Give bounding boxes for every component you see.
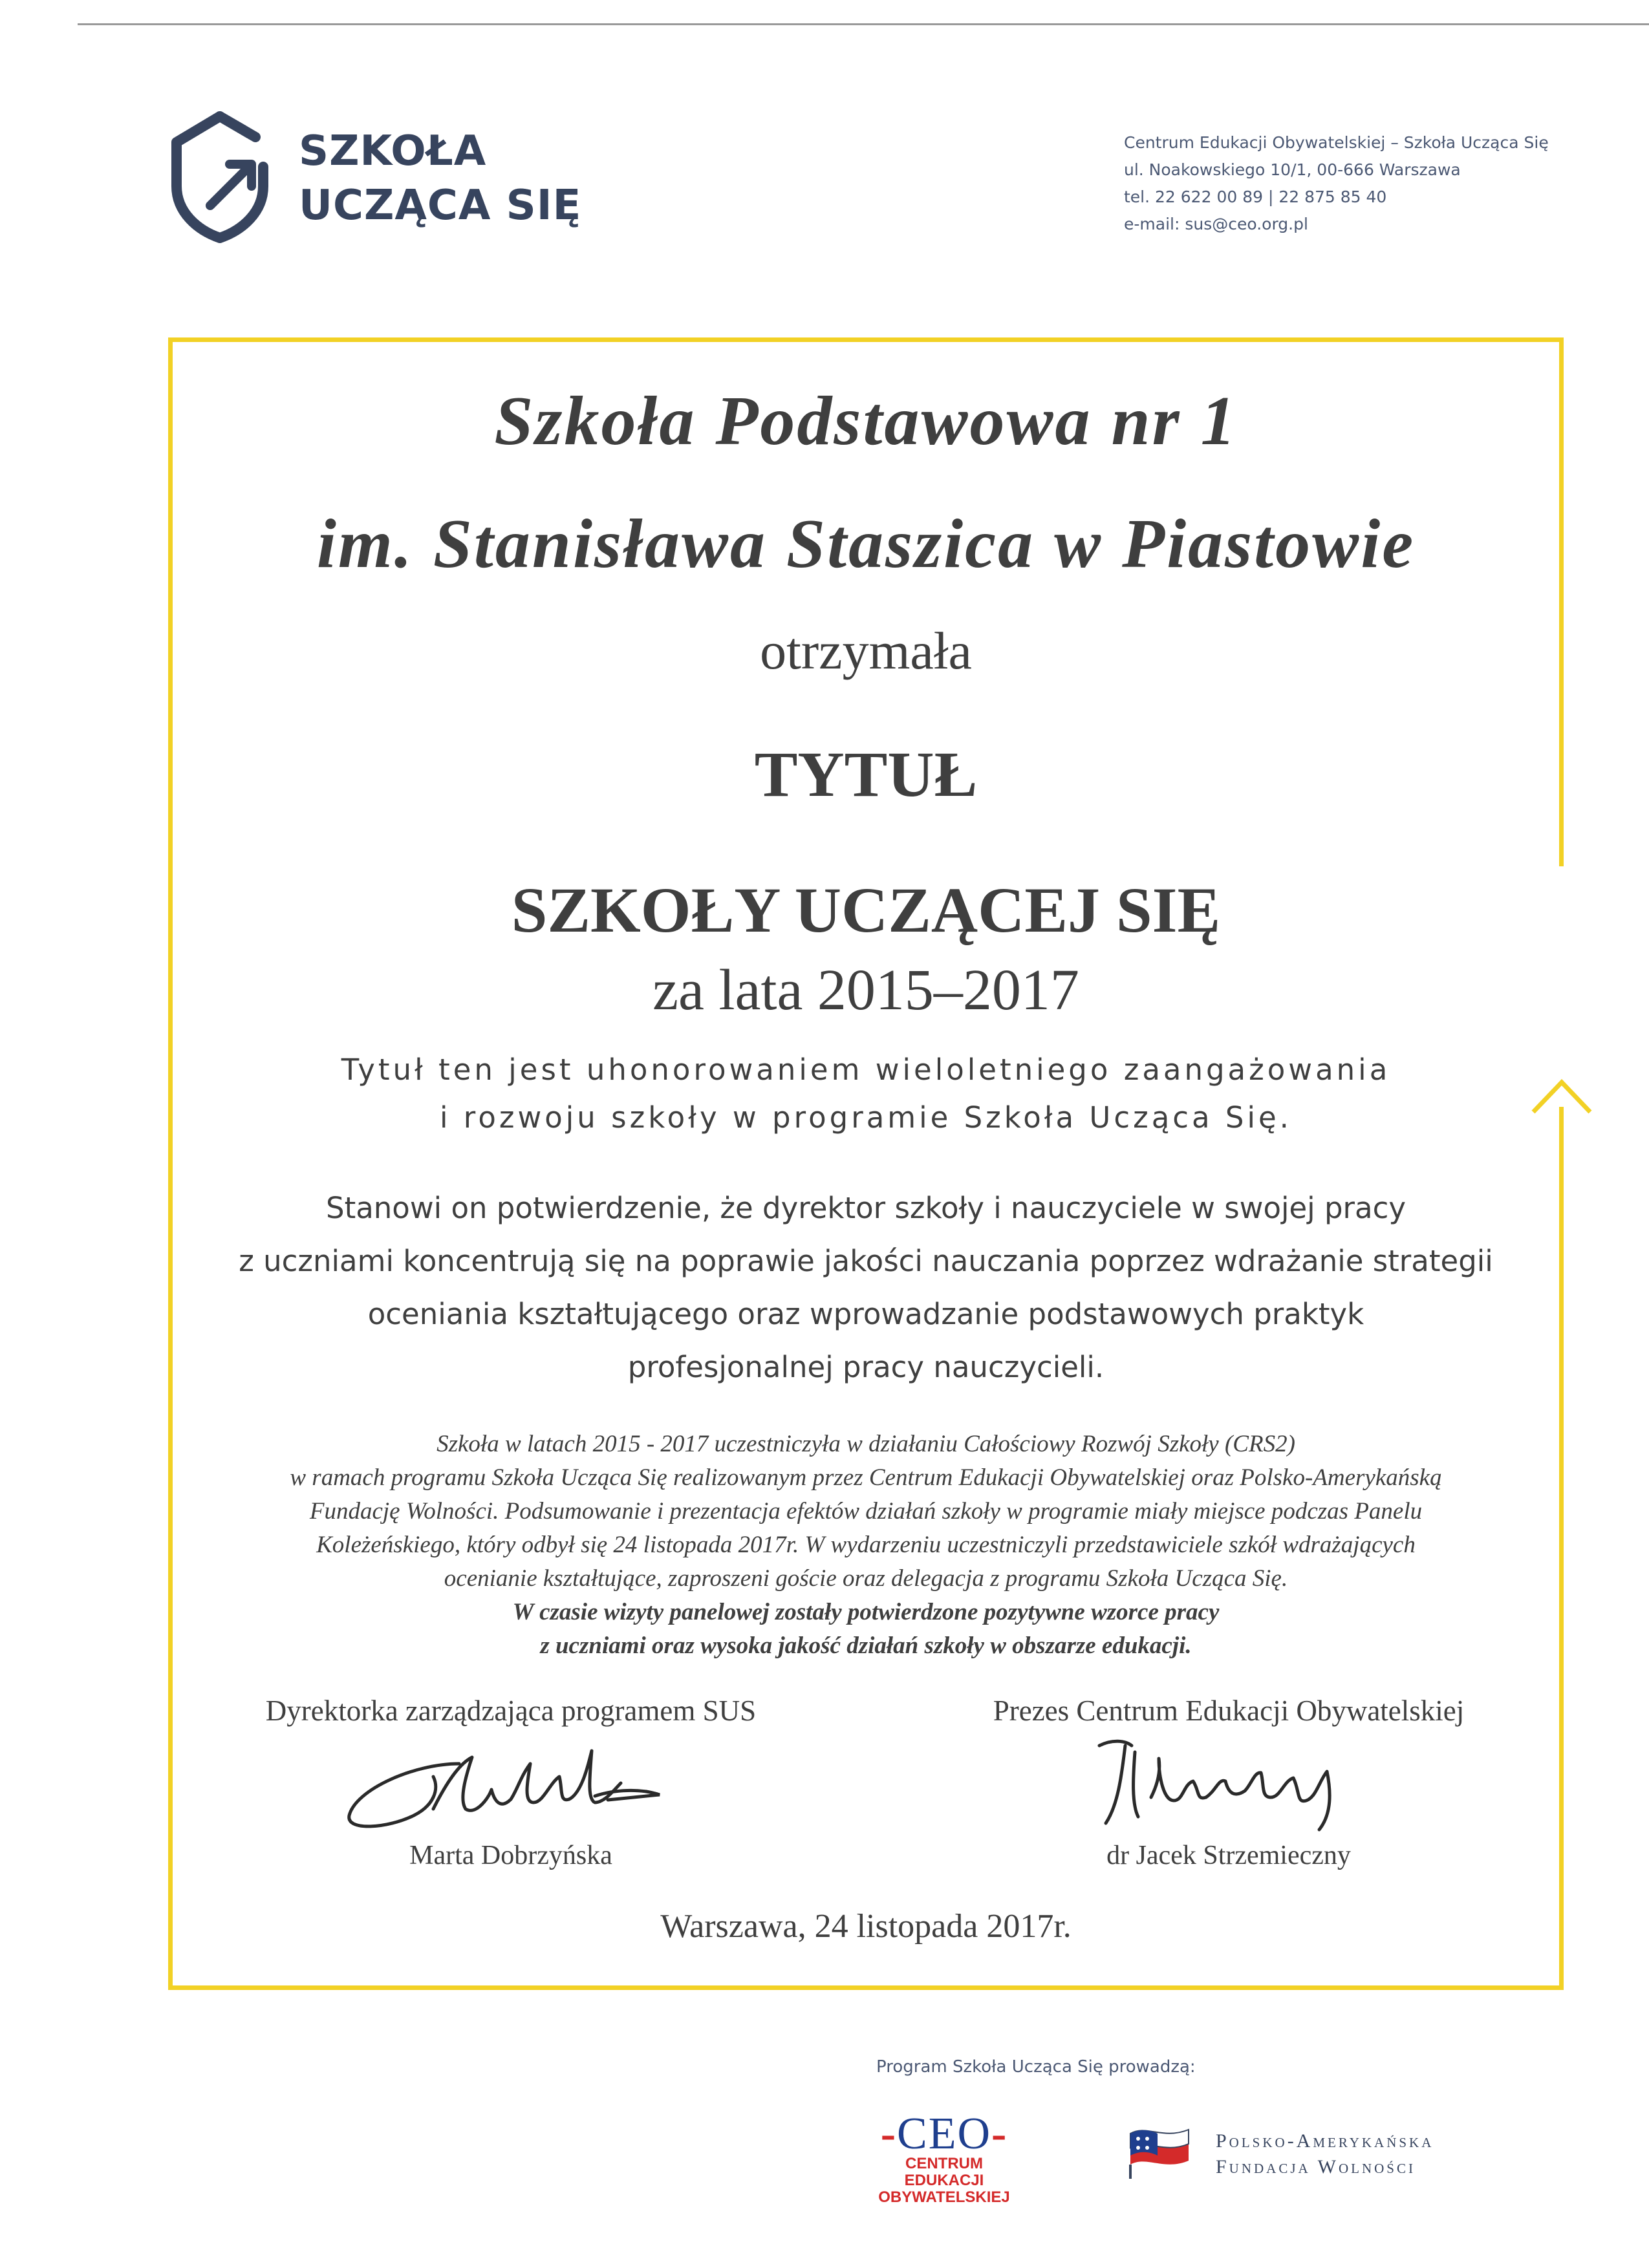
details-bold-line: W czasie wizyty panelowej zostały potwierdzone pozytywne wzorce pracy [512, 1599, 1220, 1625]
pafw-flag-logo-icon [1124, 2121, 1195, 2183]
details-line: Szkoła w latach 2015 - 2017 uczestniczyła w działaniu Całościowy Rozwój Szkoły (CRS2) [436, 1431, 1295, 1457]
honor-line: Tytuł ten jest uhonorowaniem wieloletniego zaangażowania [341, 1053, 1391, 1087]
honor-line: i rozwoju szkoły w programie Szkoła Ucząca Się. [440, 1100, 1292, 1135]
program-logo-text [299, 124, 581, 233]
signatory-left-role: Dyrektorka zarządzająca programem SUS [265, 1695, 757, 1727]
signatory-left-name: Marta Dobrzyńska [409, 1841, 612, 1870]
school-name-line-2: im. Stanisława Staszica w Piastowie [316, 506, 1416, 583]
pafw-line-2: Fundacja Wolności [1216, 2156, 1416, 2177]
ceo-logo-line-2: OBYWATELSKIEJ [878, 2188, 1010, 2206]
school-name-line-1: Szkoła Podstawowa nr 1 [494, 383, 1238, 460]
logo-line-1: SZKOŁA [299, 127, 487, 175]
details-line: w ramach programu Szkoła Ucząca Się realizowanym przez Centrum Edukacji Obywatelskiej oraz Polsko-Amerykańską [290, 1464, 1442, 1491]
pafw-logo-text [1216, 2128, 1434, 2180]
contact-address: ul. Noakowskiego 10/1, 00-666 Warszawa [1124, 160, 1461, 179]
title-heading: TYTUŁ [754, 738, 978, 810]
frame-right-border-upper [1559, 337, 1564, 866]
frame-right-border-lower [1559, 1107, 1564, 1990]
signature-left-image [336, 1738, 673, 1835]
place-and-date: Warszawa, 24 listopada 2017r. [660, 1908, 1072, 1945]
signatory-right-role: Prezes Centrum Edukacji Obywatelskiej [993, 1695, 1465, 1727]
frame-left-border [168, 337, 173, 1990]
contact-phone: tel. 22 622 00 89 | 22 875 85 40 [1124, 187, 1387, 206]
paragraph-line: z uczniami koncentrują się na poprawie jakości nauczania poprzez wdrażanie strategii [239, 1244, 1493, 1278]
paragraph-line: oceniania kształtującego oraz wprowadzanie podstawowych praktyk [367, 1297, 1364, 1331]
ceo-logo-wordmark: -CEO- [880, 2109, 1008, 2159]
ceo-logo-line-1: CENTRUM EDUKACJI [904, 2155, 984, 2189]
contact-email: e-mail: sus@ceo.org.pl [1124, 215, 1308, 233]
details-line: Fundację Wolności. Podsumowanie i prezentacja efektów działań szkoły w programie miały miejsce podczas Panelu [309, 1498, 1423, 1524]
title-name: SZKOŁY UCZĄCEJ SIĘ [511, 874, 1221, 946]
signature-right-image [1086, 1733, 1358, 1836]
frame-top-border [168, 337, 1564, 342]
details-paragraph [173, 1428, 1559, 1663]
pafw-line-1: Polsko-Amerykańska [1216, 2130, 1434, 2152]
ceo-logo [867, 2109, 1022, 2206]
details-line: Koleżeńskiego, który odbył się 24 listopada 2017r. W wydarzeniu uczestniczyli przedstawiciele szkół wdrażających [316, 1532, 1416, 1558]
honor-statement [173, 1046, 1559, 1142]
logo-line-2: UCZĄCA SIĘ [299, 182, 582, 230]
details-line: ocenianie kształtujące, zaproszeni goście oraz delegacja z programu Szkoła Ucząca Się. [444, 1565, 1288, 1592]
paragraph-line: Stanowi on potwierdzenie, że dyrektor szkoły i nauczyciele w swojej pracy [326, 1191, 1406, 1225]
contact-organization: Centrum Edukacji Obywatelskiej – Szkoła Ucząca Się [1124, 133, 1549, 152]
paragraph-line: profesjonalnej pracy nauczycieli. [627, 1350, 1105, 1384]
details-bold-line: z uczniami oraz wysoka jakość działań szkoły w obszarze edukacji. [540, 1632, 1192, 1659]
contact-block [1124, 129, 1549, 238]
shield-arrow-logo-icon [165, 109, 275, 244]
received-text: otrzymała [760, 621, 972, 680]
top-divider [78, 23, 1649, 25]
frame-bottom-border [168, 1985, 1564, 1990]
title-years: za lata 2015–2017 [652, 958, 1079, 1022]
confirmation-paragraph [173, 1182, 1559, 1394]
footer-label: Program Szkoła Ucząca Się prowadzą: [876, 2057, 1196, 2077]
ceo-logo-letters: CEO [897, 2109, 991, 2159]
signatory-right-name: dr Jacek Strzemieczny [1106, 1841, 1351, 1870]
